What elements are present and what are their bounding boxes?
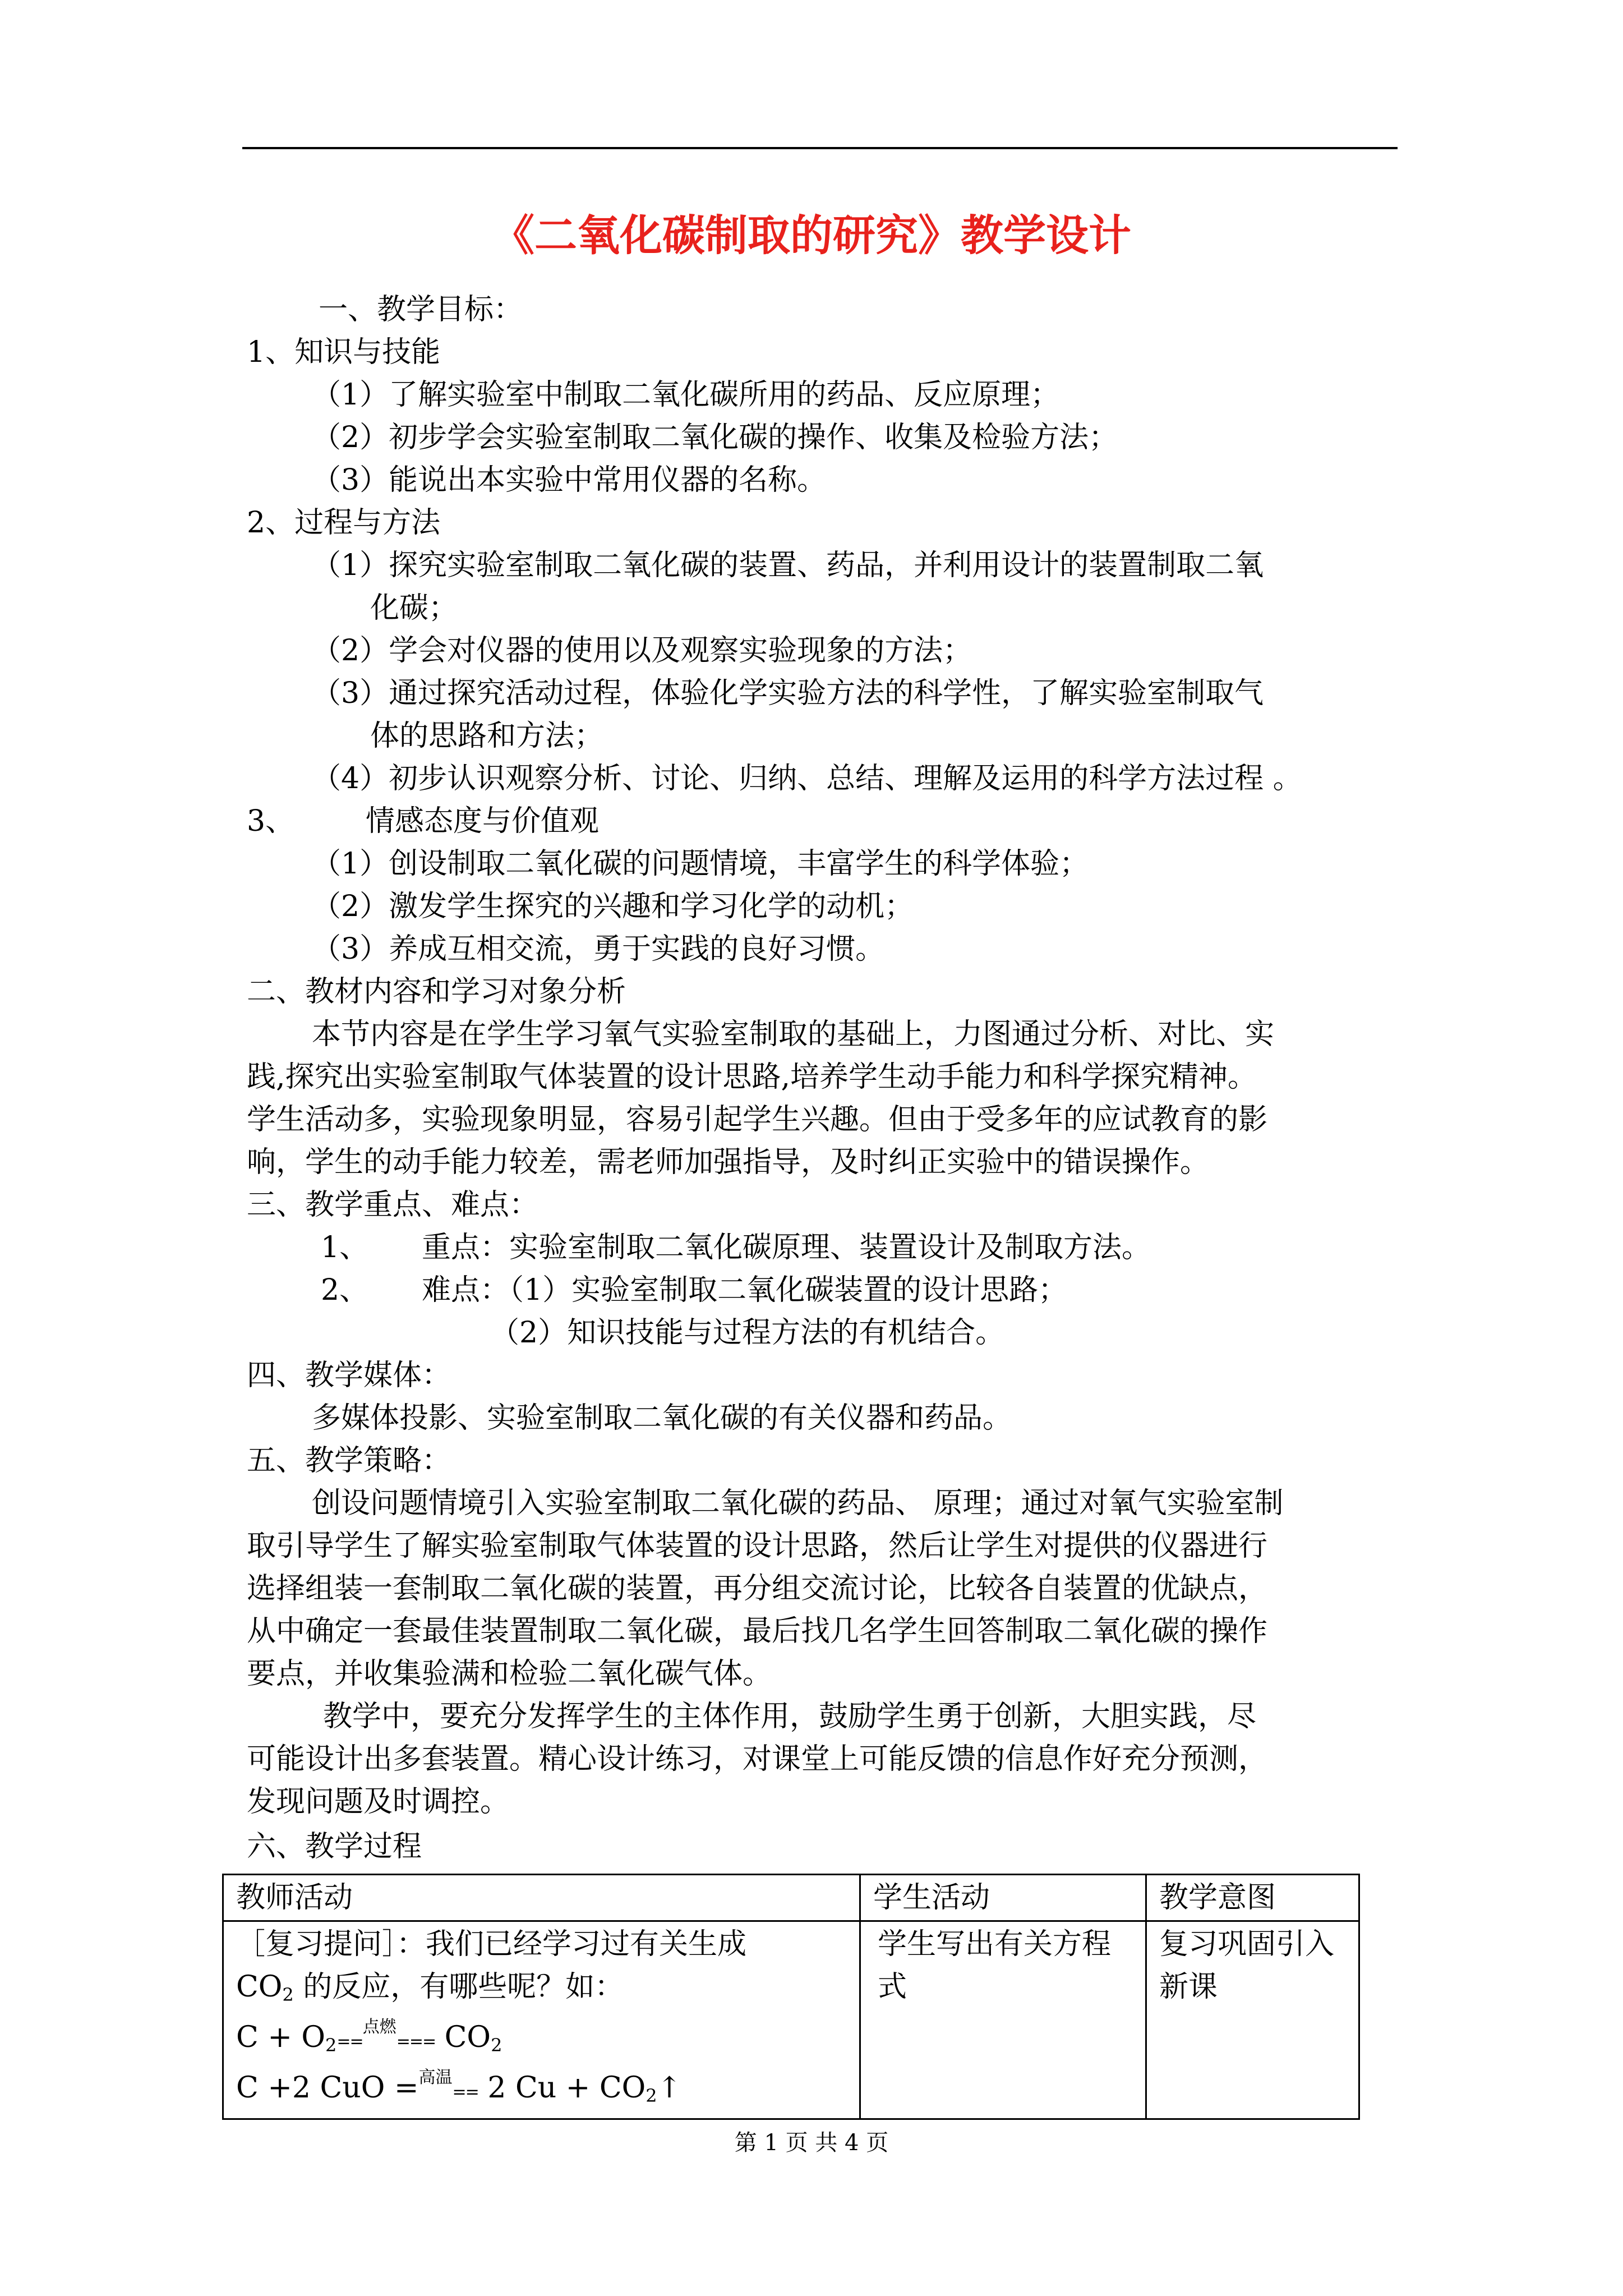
list-item: （2）初步学会实验室制取二氧化碳的操作、收集及检验方法；	[312, 421, 1118, 454]
section-heading: 二、教材内容和学习对象分析	[247, 975, 626, 1009]
gas-arrow-icon: ↑	[657, 2071, 682, 2105]
list-number: 1、	[321, 1231, 369, 1264]
review-question: ［复习提问］：我们已经学习过有关生成	[236, 1927, 747, 1961]
formula-subscript: 2	[325, 2035, 337, 2056]
table-row	[223, 1921, 1359, 2119]
section-heading: 六、教学过程	[247, 1830, 422, 1864]
paragraph-line: 多媒体投影、实验室制取二氧化碳的有关仪器和药品。	[312, 1401, 1012, 1435]
equation-product: 2 Cu + CO	[478, 2071, 646, 2105]
paragraph-line: 本节内容是在学生学习氧气实验室制取的基础上，力图通过分析、对比、实	[312, 1018, 1275, 1051]
section-heading: 三、教学重点、难点：	[247, 1188, 539, 1222]
equation-reactants: C + O	[236, 2021, 326, 2054]
equation-reactants: C +2 CuO =	[236, 2071, 419, 2105]
teaching-intent-cell: 复习巩固引入新课	[1146, 1921, 1359, 2119]
formula-subscript: 2	[491, 2035, 502, 2056]
list-item: （1）探究实验室制取二氧化碳的装置、药品，并利用设计的装置制取二氧	[312, 549, 1264, 582]
paragraph-line: 取引导学生了解实验室制取气体装置的设计思路，然后让学生对提供的仪器进行	[247, 1529, 1268, 1563]
paragraph-line: 可能设计出多套装置。精心设计练习，对课堂上可能反馈的信息作好充分预测，	[247, 1742, 1268, 1776]
subsection-heading: 2、过程与方法	[247, 506, 441, 540]
list-item: （3）通过探究活动过程，体验化学实验方法的科学性，了解实验室制取气	[312, 677, 1264, 710]
question-text: 的反应，有哪些呢？如：	[293, 1970, 624, 2004]
paragraph-line: 要点，并收集验满和检验二氧化碳气体。	[247, 1657, 772, 1691]
teaching-process-table	[222, 1874, 1360, 2120]
formula-text: CO	[236, 1970, 283, 2004]
formula-subscript: 2	[645, 2085, 657, 2106]
equation-reduction	[236, 2067, 847, 2117]
paragraph-line: 选择组装一套制取二氧化碳的装置，再分组交流讨论，比较各自装置的优缺点，	[247, 1572, 1268, 1605]
list-item-continuation: （2）知识技能与过程方法的有机结合。	[490, 1316, 1005, 1350]
paragraph-line: 教学中，要充分发挥学生的主体作用，鼓励学生勇于创新，大胆实践，尽	[323, 1700, 1257, 1733]
equation-sign: ==	[336, 2032, 363, 2051]
section-heading: 四、教学媒体：	[247, 1359, 451, 1392]
list-item: （4）初步认识观察分析、讨论、归纳、总结、理解及运用的科学方法过程 。	[312, 762, 1302, 795]
subsection-heading: 1、知识与技能	[247, 335, 441, 369]
subsection-number: 3、	[247, 804, 295, 838]
reaction-condition: 点燃	[362, 2017, 396, 2037]
paragraph-line: 创设问题情境引入实验室制取二氧化碳的药品、 原理；通过对氧气实验室制	[312, 1487, 1284, 1520]
equation-product: CO	[435, 2021, 491, 2054]
equation-combustion	[236, 2016, 847, 2067]
document-title: 《二氧化碳制取的研究》教学设计	[492, 210, 1131, 260]
teacher-activity-cell	[223, 1921, 860, 2119]
table-header-cell: 学生活动	[860, 1875, 1146, 1921]
formula-subscript: 2	[282, 1984, 294, 2005]
equation-sign: ==	[452, 2082, 478, 2102]
page-footer: 第 1 页 共 4 页	[734, 2130, 889, 2156]
list-number: 2、	[321, 1273, 369, 1307]
header-rule	[242, 147, 1398, 149]
paragraph-line: 从中确定一套最佳装置制取二氧化碳，最后找几名学生回答制取二氧化碳的操作	[247, 1614, 1268, 1648]
list-item-continuation: 化碳；	[370, 591, 458, 625]
table-header-cell: 教师活动	[223, 1875, 860, 1921]
section-heading: 五、教学策略：	[247, 1444, 451, 1478]
list-item: （1）创设制取二氧化碳的问题情境，丰富学生的科学体验；	[312, 847, 1089, 881]
section-heading: 一、教学目标：	[319, 293, 523, 326]
list-item: （3）能说出本实验中常用仪器的名称。	[312, 463, 827, 497]
list-item: （3）养成互相交流，勇于实践的良好习惯。	[312, 932, 885, 966]
list-item: （2）学会对仪器的使用以及观察实验现象的方法；	[312, 634, 972, 668]
list-item: （2）激发学生探究的兴趣和学习化学的动机；	[312, 890, 914, 923]
equation-sign: ===	[396, 2032, 436, 2051]
table-header-cell: 教学意图	[1146, 1875, 1359, 1921]
paragraph-line: 学生活动多，实验现象明显，容易引起学生兴趣。但由于受多年的应试教育的影	[247, 1103, 1268, 1137]
paragraph-line: 响，学生的动手能力较差，需老师加强指导，及时纠正实验中的错误操作。	[247, 1145, 1210, 1179]
student-activity-cell: 学生写出有关方程式	[860, 1921, 1146, 2119]
list-item-continuation: 体的思路和方法；	[370, 719, 604, 753]
list-item: 重点：实验室制取二氧化碳原理、装置设计及制取方法。	[422, 1231, 1151, 1264]
reaction-condition: 高温	[418, 2068, 453, 2087]
review-question-continuation	[236, 1966, 847, 2016]
paragraph-line: 践,探究出实验室制取气体装置的设计思路,培养学生动手能力和科学探究精神。	[247, 1060, 1257, 1094]
list-item: 难点：（1）实验室制取二氧化碳装置的设计思路；	[422, 1273, 1068, 1307]
paragraph-line: 发现问题及时调控。	[247, 1785, 510, 1819]
list-item: （1）了解实验室中制取二氧化碳所用的药品、反应原理；	[312, 378, 1060, 412]
table-header-row	[223, 1875, 1359, 1921]
subsection-heading: 情感态度与价值观	[366, 804, 600, 838]
